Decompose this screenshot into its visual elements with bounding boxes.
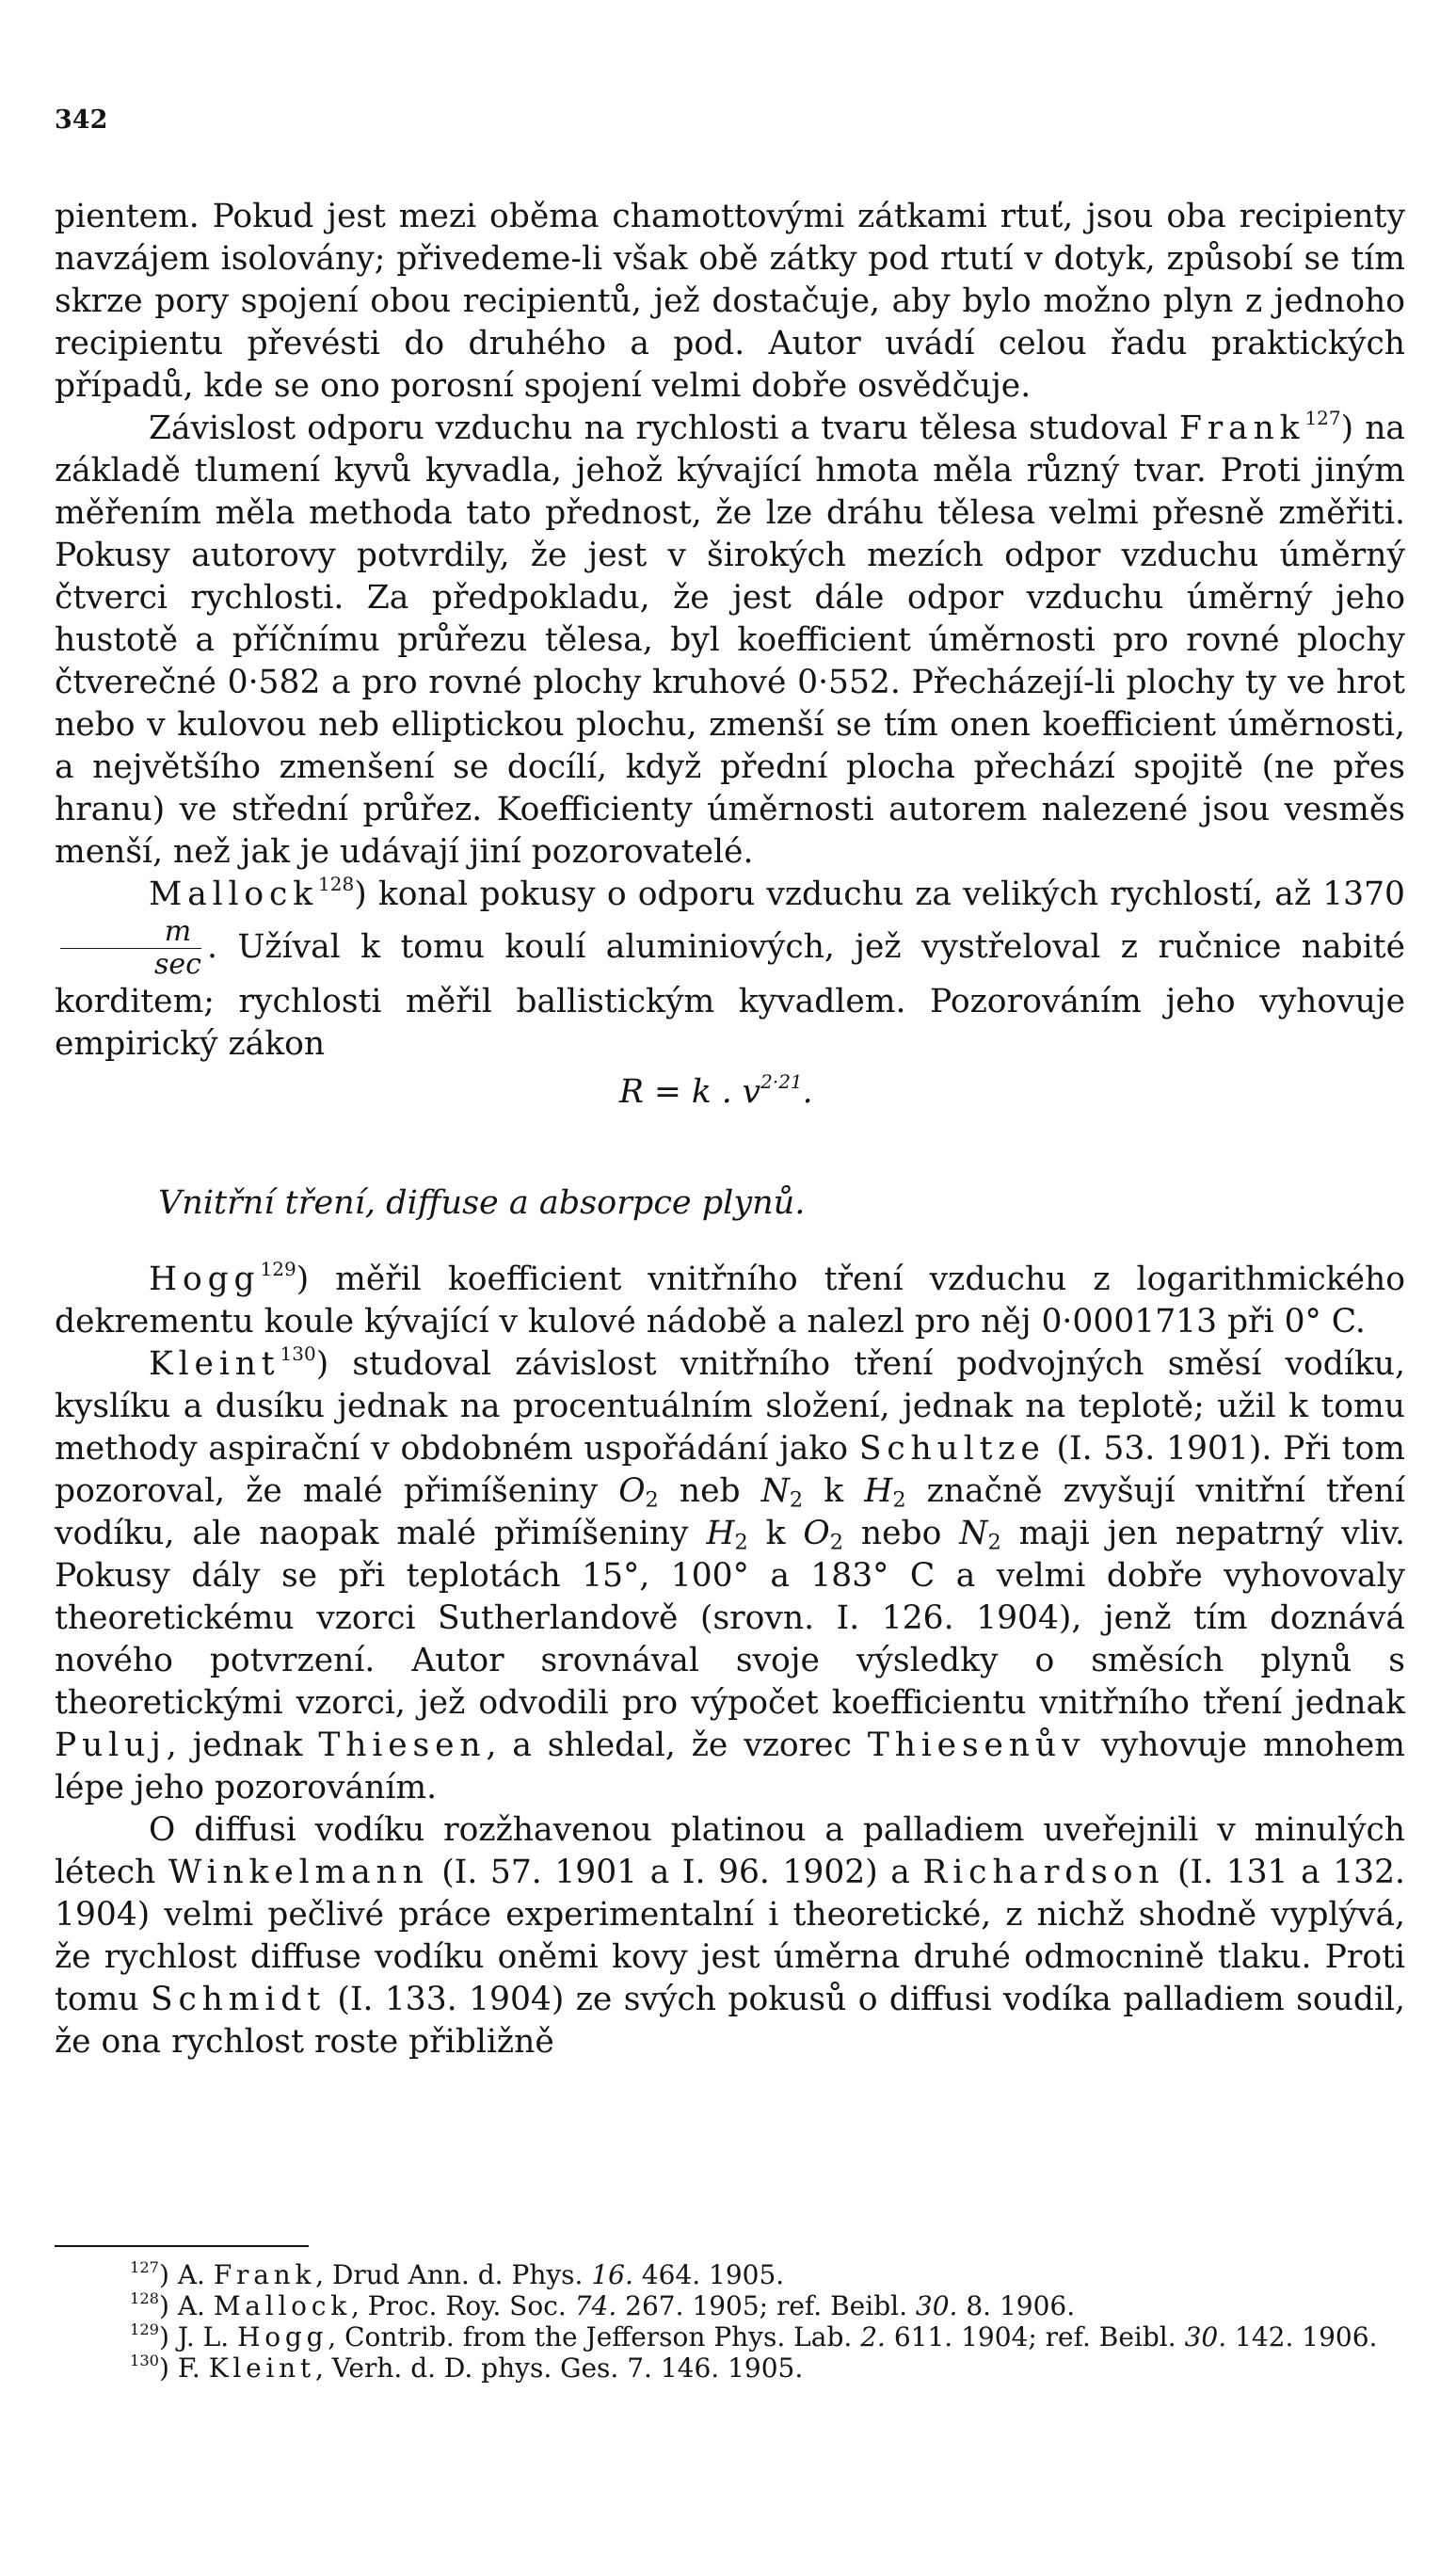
paragraph-mallock: Mallock$^{128}$) konal pokusy o odporu vzduchu za velikých rychlostí, až 1370 $\frac{m}{\sec}$ . Užíval k tomu koulí aluminiových, jež vystřeloval z ručnice nabité korditem; rychlosti měřil ballistickým kyvadlem. Pozorováním jeho vyhovuje empirický zákon xyxy=(55,873,1405,1063)
author-kleint: Kleint xyxy=(149,1345,280,1383)
footnotes xyxy=(55,2259,1405,2384)
paragraph-kleint: Kleint$^{130}$) studoval závislost vnitřního tření podvojných směsí vodíku, kyslíku a dusíku jednak na procentuálním složení, jednak na teplotě; užil k tomu methody aspirační v obdobném uspořádání jako Schultze (I. 53. 1901). Při tom pozoroval, že malé přimíšeniny $O_2$ neb $N_2$ k $H_2$ značně zvyšují vnitřní tření vodíku, ale naopak malé přimíšeniny $H_2$ k $O_2$ nebo $N_2$ maji jen nepatrný vliv. Pokusy dály se při teplotách 15°, 100° a 183° C a velmi dobře vyhovovaly theoretickému vzorci Sutherlandově (srovn. I. 126. 1904), jenž tím doznává nového potvrzení. Autor srovnával svoje výsledky o směsích plynů s theoretickými vzorci, jež odvodili pro výpočet koefficientu vnitřního tření jednak Puluj, jednak Thiesen, a shledal, že vzorec Thiesenův vyhovuje mnohem lépe jeho pozorováním. xyxy=(55,1342,1406,1806)
paragraph-hogg: Hogg$^{129}$) měřil koefficient vnitřního tření vzduchu z logarithmického dekrementu koule kývající v kulové nádobě a nalezl pro něj 0·0001713 při 0° C. xyxy=(55,1258,1405,1341)
footnote-divider xyxy=(55,2245,309,2247)
footnote-127: $^{127}$) A. Frank, Drud Ann. d. Phys. 16. 464. 1905. xyxy=(130,2257,785,2290)
empirical-law-formula: R = k . $v^{2\cdot 21}$. xyxy=(619,1070,813,1111)
footnote-ref-129: 129 xyxy=(260,1258,296,1280)
main-text-column xyxy=(55,196,1405,2063)
page-number: 342 xyxy=(55,105,108,135)
footnote-ref-130: 130 xyxy=(280,1342,316,1365)
footnote-ref-128: 128 xyxy=(318,873,355,895)
footnote-ref-127: 127 xyxy=(1304,407,1341,429)
paragraph-porous-connection: pientem. Pokud jest mezi oběma chamottovými zátkami rtuť, jsou oba recipienty navzájem isolovány; přivedeme-li však obě zátky pod rtutí v dotyk, způsobí se tím skrze pory spojení obou recipientů, jež dostačuje, aby bylo možno plyn z jednoho recipientu převésti do druhého a pod. Autor uvádí celou řadu praktických případů, kde se ono porosní spojení velmi dobře osvědčuje. xyxy=(55,198,1405,405)
paragraph-hydrogen-diffusion: O diffusi vodíku rozžhavenou platinou a palladiem uveřejnili v minulých létech Winkelmann (I. 57. 1901 a I. 96. 1902) a Richardson (I. 131 a 132. 1904) velmi pečlivé práce experimentalní i theoretické, z nichž shodně vyplývá, že rychlost diffuse vodíku oněmi kovy jest úměrna druhé odmocnině tlaku. Proti tomu Schmidt (I. 133. 1904) ze svých pokusů o diffusi vodíka palladiem soudil, že ona rychlost roste přibližně xyxy=(55,1811,1406,2061)
section-heading: Vnitřní tření, diffuse a absorpce plynů. xyxy=(158,1184,806,1222)
author-frank: Frank xyxy=(1179,409,1305,447)
footnote-130: $^{130}$) F. Kleint, Verh. d. D. phys. Ges. 7. 146. 1905. xyxy=(130,2351,804,2384)
footnote-129: $^{129}$) J. L. Hogg, Contrib. from the Jefferson Phys. Lab. 2. 611. 1904; ref. Beibl. 30. 142. 1906. xyxy=(130,2320,1378,2352)
author-hogg: Hogg xyxy=(149,1260,261,1298)
velocity-unit-fraction: $\frac{m}{\sec}$ xyxy=(60,916,201,981)
author-mallock: Mallock xyxy=(149,875,319,913)
paragraph-air-resistance-frank: Závislost odporu vzduchu na rychlosti a tvaru tělesa studoval Frank$^{127}$) na základě tlumení kyvů kyvadla, jehož kývající hmota měla různý tvar. Proti jiným měřením měla methoda tato přednost, že lze dráhu tělesa velmi přesně změřiti. Pokusy autorovy potvrdily, že jest v širokých mezích odpor vzduchu úměrný čtverci rychlosti. Za předpokladu, že jest dále odpor vzduchu úměrný jeho hustotě a příčnímu průřezu tělesa, byl koefficient úměrnosti pro rovné plochy čtverečné 0·582 a pro rovné plochy kruhové 0·552. Přecházejí-li plochy ty ve hrot nebo v kulovou neb elliptickou plochu, zmenší se tím onen koefficient úměrnosti, a největšího zmenšení se docílí, když přední plocha přechází spojitě (ne přes hranu) ve střední průřez. Koefficienty úměrnosti autorem nalezené jsou vesměs menší, než jak je udávají jiní pozorovatelé. xyxy=(55,407,1406,871)
footnote-128: $^{128}$) A. Mallock, Proc. Roy. Soc. 74. 267. 1905; ref. Beibl. 30. 8. 1906. xyxy=(130,2288,1076,2321)
